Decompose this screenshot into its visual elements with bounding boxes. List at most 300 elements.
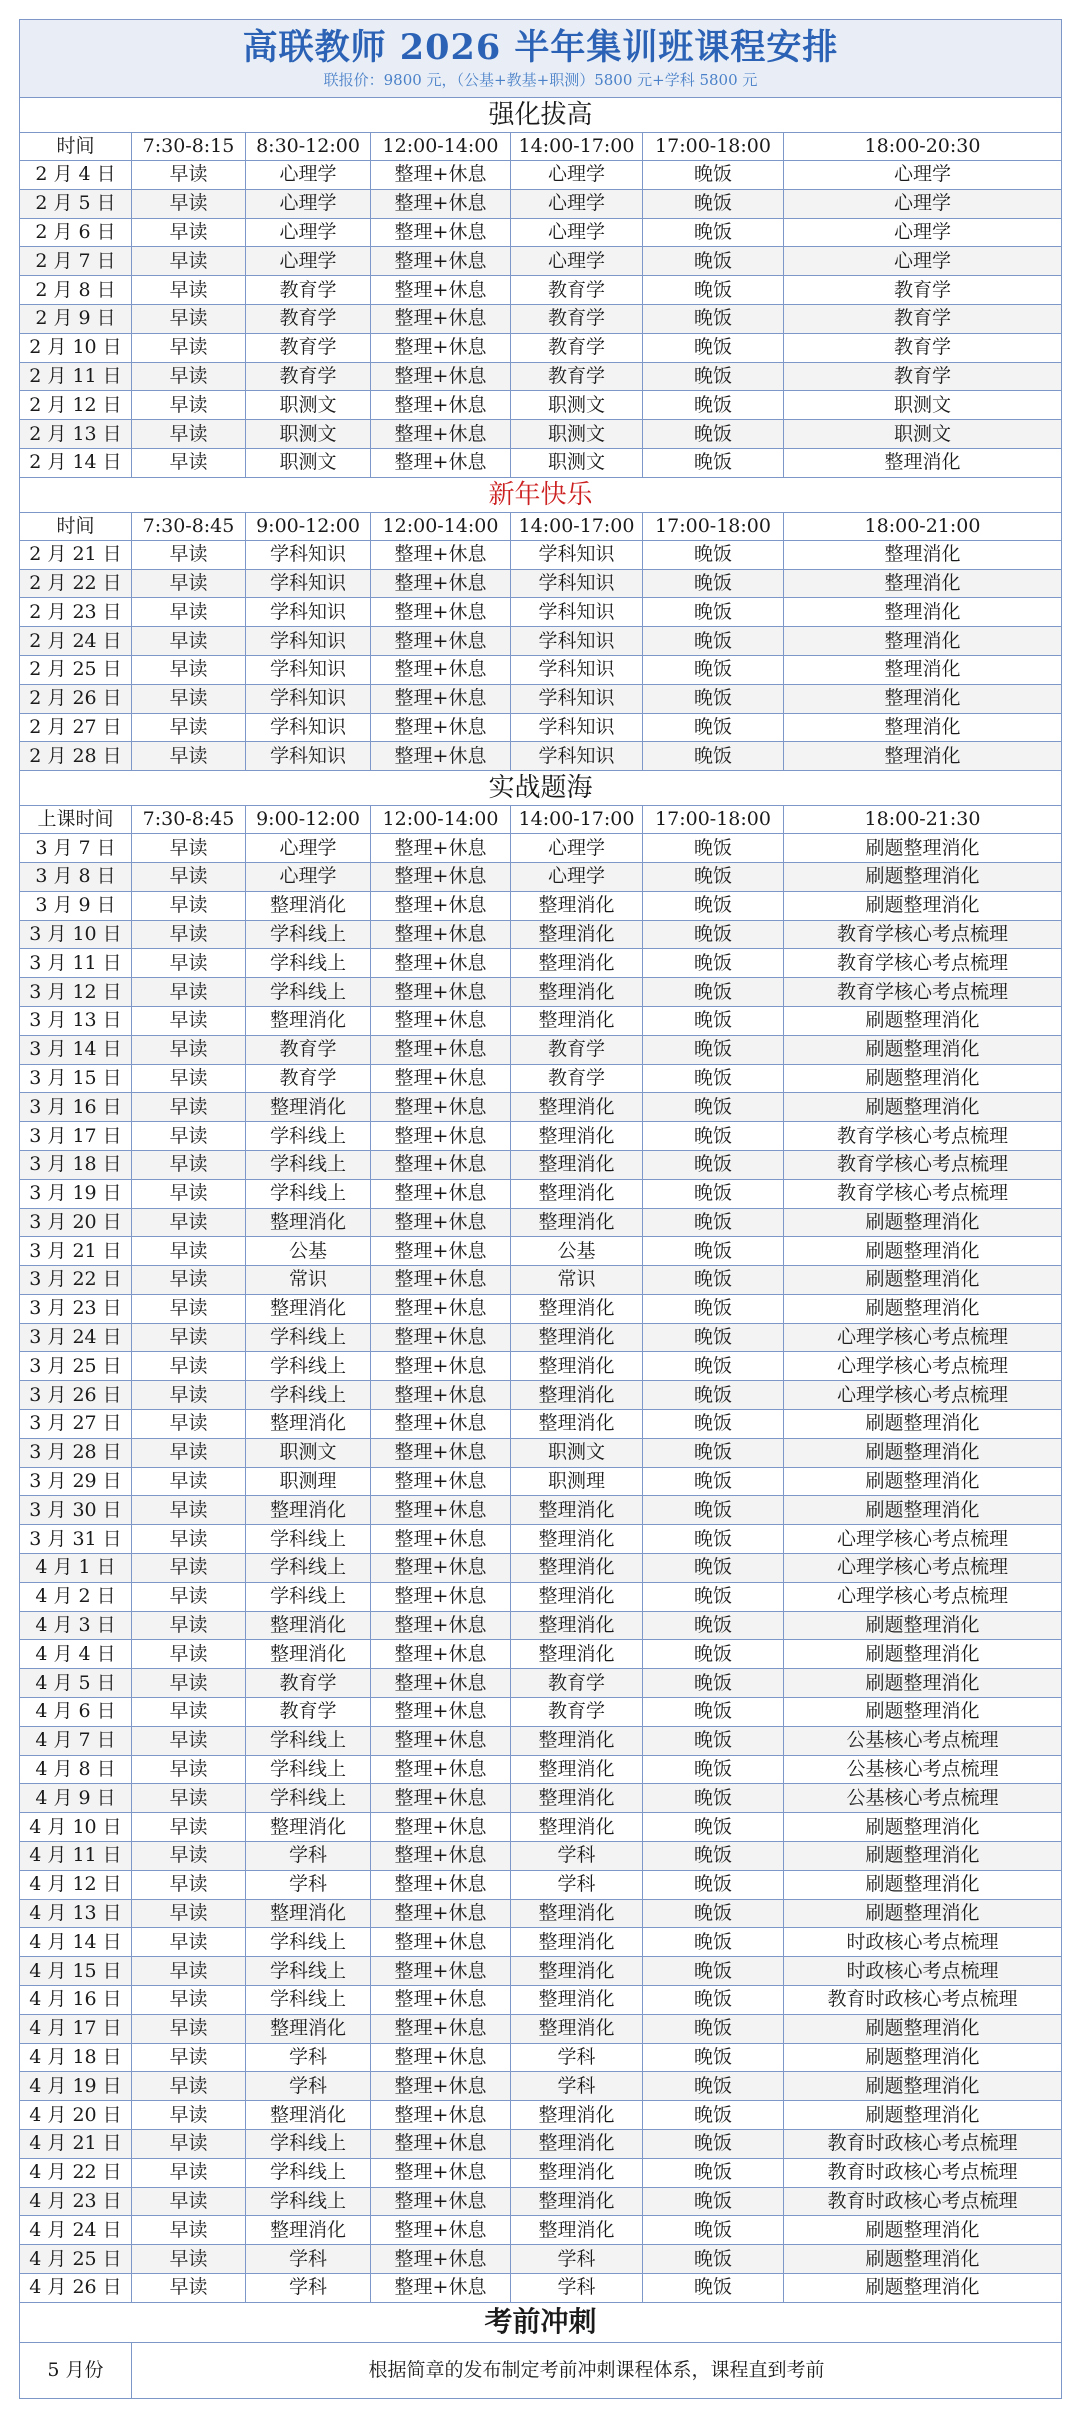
- table-row: [20, 391, 1062, 420]
- schedule-cell: 整理+休息: [371, 742, 511, 771]
- schedule-cell: 常识: [511, 1266, 643, 1295]
- schedule-cell: 职测文: [511, 391, 643, 420]
- schedule-cell: 整理+休息: [371, 1064, 511, 1093]
- schedule-cell: 晚饭: [643, 1755, 784, 1784]
- schedule-cell: 早读: [132, 1352, 246, 1381]
- schedule-cell: 整理+休息: [371, 2043, 511, 2072]
- schedule-cell: 学科: [511, 2072, 643, 2101]
- date-cell: 4 月 15 日: [20, 1957, 132, 1986]
- schedule-cell: 整理消化: [784, 627, 1062, 656]
- column-header: 18:00-21:00: [784, 512, 1062, 540]
- table-row: [20, 448, 1062, 477]
- table-row: [20, 569, 1062, 598]
- date-cell: 3 月 30 日: [20, 1496, 132, 1525]
- date-cell: 3 月 17 日: [20, 1122, 132, 1151]
- date-cell: 4 月 3 日: [20, 1611, 132, 1640]
- table-row: [20, 1813, 1062, 1842]
- schedule-cell: 晚饭: [643, 2130, 784, 2159]
- schedule-cell: 整理+休息: [371, 1842, 511, 1871]
- schedule-cell: 晚饭: [643, 2101, 784, 2130]
- schedule-cell: 早读: [132, 1266, 246, 1295]
- table-row: [20, 1438, 1062, 1467]
- schedule-cell: 晚饭: [643, 1784, 784, 1813]
- schedule-cell: 整理+休息: [371, 420, 511, 449]
- date-cell: 4 月 16 日: [20, 1986, 132, 2015]
- schedule-cell: 职测文: [511, 448, 643, 477]
- date-cell: 3 月 24 日: [20, 1323, 132, 1352]
- schedule-cell: 教育时政核心考点梳理: [784, 2158, 1062, 2187]
- schedule-cell: 整理消化: [511, 1352, 643, 1381]
- date-cell: 3 月 11 日: [20, 949, 132, 978]
- schedule-cell: 晚饭: [643, 978, 784, 1007]
- table-row: [20, 276, 1062, 305]
- schedule-cell: 学科知识: [246, 598, 371, 627]
- schedule-cell: 整理+休息: [371, 684, 511, 713]
- date-cell: 2 月 23 日: [20, 598, 132, 627]
- date-cell: 2 月 5 日: [20, 189, 132, 218]
- schedule-cell: 学科线上: [246, 1179, 371, 1208]
- schedule-cell: 整理消化: [246, 1496, 371, 1525]
- schedule-cell: 学科: [246, 2072, 371, 2101]
- schedule-cell: 学科线上: [246, 978, 371, 1007]
- schedule-cell: 整理消化: [511, 2158, 643, 2187]
- schedule-cell: 晚饭: [643, 1986, 784, 2015]
- schedule-cell: 教育学: [511, 362, 643, 391]
- date-cell: 3 月 25 日: [20, 1352, 132, 1381]
- schedule-cell: 整理消化: [784, 569, 1062, 598]
- schedule-cell: 整理+休息: [371, 920, 511, 949]
- date-cell: 4 月 8 日: [20, 1755, 132, 1784]
- schedule-cell: 学科知识: [246, 540, 371, 569]
- schedule-cell: 整理+休息: [371, 1813, 511, 1842]
- schedule-cell: 整理+休息: [371, 2187, 511, 2216]
- schedule-cell: 整理消化: [784, 540, 1062, 569]
- schedule-cell: 学科线上: [246, 2130, 371, 2159]
- schedule-cell: 学科: [511, 2043, 643, 2072]
- schedule-cell: 整理消化: [511, 1582, 643, 1611]
- schedule-cell: 早读: [132, 1006, 246, 1035]
- table-row: [20, 862, 1062, 891]
- schedule-cell: 早读: [132, 627, 246, 656]
- column-header: 14:00-17:00: [511, 806, 643, 834]
- table-row: [20, 1122, 1062, 1151]
- schedule-cell: 学科线上: [246, 1986, 371, 2015]
- schedule-cell: 晚饭: [643, 1179, 784, 1208]
- schedule-cell: 整理消化: [784, 684, 1062, 713]
- schedule-cell: 早读: [132, 920, 246, 949]
- column-header: 12:00-14:00: [371, 512, 511, 540]
- schedule-cell: 早读: [132, 1064, 246, 1093]
- schedule-cell: 整理消化: [511, 1410, 643, 1439]
- schedule-cell: 心理学核心考点梳理: [784, 1381, 1062, 1410]
- schedule-cell: 整理消化: [246, 1640, 371, 1669]
- schedule-cell: 早读: [132, 1928, 246, 1957]
- date-cell: 3 月 10 日: [20, 920, 132, 949]
- schedule-cell: 整理+休息: [371, 1957, 511, 1986]
- schedule-cell: 整理消化: [511, 1726, 643, 1755]
- schedule-cell: 整理+休息: [371, 1870, 511, 1899]
- schedule-cell: 刷题整理消化: [784, 1006, 1062, 1035]
- schedule-cell: 心理学: [246, 189, 371, 218]
- table-row: [20, 1093, 1062, 1122]
- schedule-cell: 整理消化: [511, 1179, 643, 1208]
- schedule-cell: 学科线上: [246, 1122, 371, 1151]
- date-cell: 2 月 11 日: [20, 362, 132, 391]
- schedule-cell: 时政核心考点梳理: [784, 1957, 1062, 1986]
- date-cell: 3 月 7 日: [20, 834, 132, 863]
- schedule-cell: 整理+休息: [371, 1093, 511, 1122]
- schedule-cell: 整理+休息: [371, 1669, 511, 1698]
- schedule-cell: 整理+休息: [371, 247, 511, 276]
- schedule-cell: 晚饭: [643, 1237, 784, 1266]
- schedule-cell: 整理+休息: [371, 834, 511, 863]
- schedule-cell: 晚饭: [643, 1064, 784, 1093]
- schedule-cell: 学科线上: [246, 1755, 371, 1784]
- schedule-cell: 刷题整理消化: [784, 1294, 1062, 1323]
- column-header: 时间: [20, 133, 132, 161]
- schedule-cell: 整理+休息: [371, 1784, 511, 1813]
- schedule-cell: 晚饭: [643, 742, 784, 771]
- schedule-cell: 学科线上: [246, 1352, 371, 1381]
- schedule-cell: 刷题整理消化: [784, 2014, 1062, 2043]
- schedule-cell: 早读: [132, 2187, 246, 2216]
- schedule-cell: 整理消化: [511, 1755, 643, 1784]
- price-subtitle: 联报价：9800 元，（公基+教基+职测）5800 元+学科 5800 元: [323, 70, 758, 89]
- schedule-cell: 早读: [132, 540, 246, 569]
- schedule-cell: 早读: [132, 1525, 246, 1554]
- schedule-cell: 早读: [132, 862, 246, 891]
- schedule-cell: 心理学: [246, 218, 371, 247]
- date-cell: 3 月 23 日: [20, 1294, 132, 1323]
- schedule-cell: 整理消化: [511, 2101, 643, 2130]
- schedule-cell: 早读: [132, 1208, 246, 1237]
- schedule-cell: 早读: [132, 1640, 246, 1669]
- table-row: [20, 2072, 1062, 2101]
- schedule-cell: 学科线上: [246, 1150, 371, 1179]
- schedule-cell: 学科线上: [246, 2187, 371, 2216]
- date-cell: 4 月 13 日: [20, 1899, 132, 1928]
- schedule-cell: 晚饭: [643, 1352, 784, 1381]
- table-row: [20, 2216, 1062, 2245]
- date-cell: 4 月 11 日: [20, 1842, 132, 1871]
- schedule-cell: 早读: [132, 247, 246, 276]
- table-row: [20, 1726, 1062, 1755]
- schedule-cell: 早读: [132, 742, 246, 771]
- schedule-cell: 整理消化: [511, 1208, 643, 1237]
- date-cell: 4 月 19 日: [20, 2072, 132, 2101]
- schedule-cell: 晚饭: [643, 1122, 784, 1151]
- date-cell: 3 月 20 日: [20, 1208, 132, 1237]
- schedule-cell: 刷题整理消化: [784, 1640, 1062, 1669]
- schedule-cell: 学科知识: [246, 627, 371, 656]
- schedule-cell: 整理消化: [511, 1496, 643, 1525]
- schedule-cell: 晚饭: [643, 1957, 784, 1986]
- schedule-cell: 晚饭: [643, 713, 784, 742]
- schedule-cell: 早读: [132, 949, 246, 978]
- schedule-cell: 整理+休息: [371, 1122, 511, 1151]
- table-row: [20, 1237, 1062, 1266]
- schedule-cell: 晚饭: [643, 949, 784, 978]
- date-cell: 2 月 21 日: [20, 540, 132, 569]
- section-title-row: [20, 477, 1062, 512]
- schedule-cell: 刷题整理消化: [784, 1496, 1062, 1525]
- schedule-cell: 刷题整理消化: [784, 2043, 1062, 2072]
- column-header: 18:00-20:30: [784, 133, 1062, 161]
- section-title: 新年快乐: [20, 477, 1062, 512]
- schedule-cell: 早读: [132, 218, 246, 247]
- date-cell: 3 月 27 日: [20, 1410, 132, 1439]
- column-header-row: [20, 133, 1062, 161]
- table-row: [20, 2043, 1062, 2072]
- schedule-cell: 整理消化: [246, 1899, 371, 1928]
- schedule-cell: 整理+休息: [371, 1726, 511, 1755]
- schedule-cell: 刷题整理消化: [784, 2101, 1062, 2130]
- schedule-cell: 晚饭: [643, 1006, 784, 1035]
- schedule-cell: 整理消化: [511, 1899, 643, 1928]
- schedule-cell: 整理消化: [511, 920, 643, 949]
- schedule-cell: 晚饭: [643, 304, 784, 333]
- schedule-cell: 整理+休息: [371, 598, 511, 627]
- schedule-cell: 刷题整理消化: [784, 1669, 1062, 1698]
- date-cell: 3 月 8 日: [20, 862, 132, 891]
- schedule-cell: 晚饭: [643, 1554, 784, 1583]
- schedule-cell: 教育学: [246, 1035, 371, 1064]
- schedule-cell: 心理学核心考点梳理: [784, 1525, 1062, 1554]
- section-title-row: [20, 98, 1062, 133]
- page-title: 高联教师 2026 半年集训班课程安排: [242, 26, 839, 68]
- schedule-cell: 整理+休息: [371, 2014, 511, 2043]
- schedule-cell: 早读: [132, 891, 246, 920]
- date-cell: 2 月 13 日: [20, 420, 132, 449]
- table-row: [20, 598, 1062, 627]
- column-header: 17:00-18:00: [643, 806, 784, 834]
- date-cell: 2 月 7 日: [20, 247, 132, 276]
- schedule-cell: 教育学: [511, 1035, 643, 1064]
- schedule-cell: 整理消化: [246, 1093, 371, 1122]
- schedule-cell: 早读: [132, 2245, 246, 2274]
- schedule-cell: 心理学: [511, 834, 643, 863]
- schedule-cell: 刷题整理消化: [784, 891, 1062, 920]
- schedule-cell: 早读: [132, 391, 246, 420]
- schedule-cell: 晚饭: [643, 2072, 784, 2101]
- schedule-cell: 整理消化: [511, 1986, 643, 2015]
- schedule-cell: 教育学: [246, 1698, 371, 1727]
- schedule-cell: 整理消化: [511, 1323, 643, 1352]
- schedule-cell: 刷题整理消化: [784, 1813, 1062, 1842]
- schedule-cell: 整理+休息: [371, 1467, 511, 1496]
- schedule-cell: 教育学: [246, 1669, 371, 1698]
- schedule-cell: 整理消化: [511, 2187, 643, 2216]
- schedule-cell: 早读: [132, 598, 246, 627]
- date-cell: 4 月 25 日: [20, 2245, 132, 2274]
- schedule-cell: 教育学核心考点梳理: [784, 1179, 1062, 1208]
- schedule-cell: 整理+休息: [371, 1035, 511, 1064]
- schedule-cell: 早读: [132, 1582, 246, 1611]
- schedule-cell: 教育学核心考点梳理: [784, 920, 1062, 949]
- schedule-cell: 整理消化: [784, 598, 1062, 627]
- date-cell: 2 月 4 日: [20, 161, 132, 190]
- schedule-cell: 整理+休息: [371, 2273, 511, 2302]
- schedule-cell: 整理消化: [246, 2101, 371, 2130]
- schedule-cell: 学科线上: [246, 1928, 371, 1957]
- date-cell: 4 月 17 日: [20, 2014, 132, 2043]
- schedule-cell: 公基: [246, 1237, 371, 1266]
- table-row: [20, 1582, 1062, 1611]
- schedule-cell: 整理+休息: [371, 189, 511, 218]
- schedule-cell: 早读: [132, 569, 246, 598]
- schedule-cell: 晚饭: [643, 2014, 784, 2043]
- schedule-cell: 教育时政核心考点梳理: [784, 2187, 1062, 2216]
- schedule-cell: 刷题整理消化: [784, 2216, 1062, 2245]
- schedule-cell: 整理+休息: [371, 448, 511, 477]
- column-header: 12:00-14:00: [371, 806, 511, 834]
- schedule-cell: 整理+休息: [371, 333, 511, 362]
- date-cell: 2 月 6 日: [20, 218, 132, 247]
- date-cell: 2 月 28 日: [20, 742, 132, 771]
- table-row: [20, 420, 1062, 449]
- column-header-row: [20, 806, 1062, 834]
- table-row: [20, 540, 1062, 569]
- schedule-cell: 学科线上: [246, 949, 371, 978]
- table-row: [20, 1467, 1062, 1496]
- schedule-cell: 晚饭: [643, 276, 784, 305]
- final-section-title-row: [20, 2302, 1062, 2342]
- schedule-cell: 整理+休息: [371, 1438, 511, 1467]
- schedule-cell: 早读: [132, 1813, 246, 1842]
- date-cell: 3 月 13 日: [20, 1006, 132, 1035]
- table-row: [20, 2101, 1062, 2130]
- date-cell: 3 月 9 日: [20, 891, 132, 920]
- schedule-cell: 心理学: [784, 161, 1062, 190]
- table-row: [20, 627, 1062, 656]
- schedule-cell: 学科: [511, 2245, 643, 2274]
- schedule-cell: 晚饭: [643, 684, 784, 713]
- schedule-cell: 整理消化: [511, 1093, 643, 1122]
- schedule-cell: 整理+休息: [371, 1323, 511, 1352]
- schedule-cell: 职测文: [784, 391, 1062, 420]
- schedule-cell: 时政核心考点梳理: [784, 1928, 1062, 1957]
- schedule-cell: 早读: [132, 161, 246, 190]
- schedule-cell: 早读: [132, 1669, 246, 1698]
- schedule-cell: 早读: [132, 333, 246, 362]
- schedule-cell: 教育学: [246, 276, 371, 305]
- table-row: [20, 1496, 1062, 1525]
- column-header: 17:00-18:00: [643, 512, 784, 540]
- schedule-cell: 教育学: [511, 1064, 643, 1093]
- schedule-cell: 早读: [132, 420, 246, 449]
- schedule-cell: 学科: [246, 2245, 371, 2274]
- schedule-cell: 职测文: [246, 448, 371, 477]
- schedule-cell: 教育学: [784, 304, 1062, 333]
- schedule-sheet: [19, 19, 1061, 2407]
- schedule-cell: 整理+休息: [371, 891, 511, 920]
- schedule-cell: 早读: [132, 1467, 246, 1496]
- schedule-cell: 早读: [132, 1726, 246, 1755]
- schedule-cell: 早读: [132, 684, 246, 713]
- schedule-cell: 晚饭: [643, 1582, 784, 1611]
- schedule-cell: 整理+休息: [371, 2158, 511, 2187]
- date-cell: 4 月 10 日: [20, 1813, 132, 1842]
- table-row: [20, 742, 1062, 771]
- schedule-cell: 晚饭: [643, 1870, 784, 1899]
- final-text: 根据简章的发布制定考前冲刺课程体系，课程直到考前: [132, 2342, 1062, 2398]
- table-row: [20, 1928, 1062, 1957]
- schedule-cell: 晚饭: [643, 598, 784, 627]
- date-cell: 3 月 22 日: [20, 1266, 132, 1295]
- schedule-cell: 心理学: [784, 218, 1062, 247]
- schedule-cell: 学科知识: [511, 598, 643, 627]
- schedule-cell: 整理+休息: [371, 655, 511, 684]
- schedule-cell: 整理消化: [511, 2130, 643, 2159]
- table-row: [20, 1842, 1062, 1871]
- schedule-cell: 早读: [132, 1122, 246, 1151]
- table-row: [20, 247, 1062, 276]
- schedule-cell: 整理+休息: [371, 1554, 511, 1583]
- schedule-cell: 整理+休息: [371, 2072, 511, 2101]
- schedule-cell: 整理消化: [511, 2216, 643, 2245]
- date-cell: 3 月 12 日: [20, 978, 132, 1007]
- schedule-cell: 刷题整理消化: [784, 1438, 1062, 1467]
- schedule-cell: 晚饭: [643, 2187, 784, 2216]
- schedule-cell: 整理+休息: [371, 978, 511, 1007]
- schedule-cell: 早读: [132, 1410, 246, 1439]
- date-cell: 4 月 14 日: [20, 1928, 132, 1957]
- schedule-cell: 整理消化: [784, 655, 1062, 684]
- schedule-cell: 晚饭: [643, 1813, 784, 1842]
- date-cell: 3 月 26 日: [20, 1381, 132, 1410]
- schedule-cell: 早读: [132, 2216, 246, 2245]
- table-row: [20, 218, 1062, 247]
- schedule-cell: 学科线上: [246, 1554, 371, 1583]
- date-cell: 4 月 1 日: [20, 1554, 132, 1583]
- schedule-cell: 整理+休息: [371, 1237, 511, 1266]
- schedule-cell: 早读: [132, 1842, 246, 1871]
- schedule-cell: 整理消化: [246, 1813, 371, 1842]
- section-title-row: [20, 771, 1062, 806]
- schedule-cell: 整理+休息: [371, 627, 511, 656]
- table-row: [20, 1611, 1062, 1640]
- schedule-cell: 刷题整理消化: [784, 1208, 1062, 1237]
- table-row: [20, 2187, 1062, 2216]
- schedule-cell: 心理学: [511, 862, 643, 891]
- table-row: [20, 1698, 1062, 1727]
- schedule-cell: 早读: [132, 2101, 246, 2130]
- schedule-cell: 早读: [132, 1755, 246, 1784]
- table-row: [20, 1064, 1062, 1093]
- column-header: 18:00-21:30: [784, 806, 1062, 834]
- schedule-cell: 早读: [132, 1035, 246, 1064]
- schedule-cell: 学科知识: [246, 742, 371, 771]
- schedule-cell: 学科线上: [246, 1957, 371, 1986]
- date-cell: 3 月 16 日: [20, 1093, 132, 1122]
- schedule-cell: 公基: [511, 1237, 643, 1266]
- schedule-cell: 教育学核心考点梳理: [784, 1150, 1062, 1179]
- schedule-cell: 心理学: [511, 247, 643, 276]
- schedule-cell: 整理+休息: [371, 2101, 511, 2130]
- schedule-cell: 整理+休息: [371, 391, 511, 420]
- schedule-cell: 刷题整理消化: [784, 1093, 1062, 1122]
- schedule-cell: 整理+休息: [371, 1208, 511, 1237]
- date-cell: 4 月 22 日: [20, 2158, 132, 2187]
- schedule-cell: 教育学: [511, 304, 643, 333]
- date-cell: 2 月 10 日: [20, 333, 132, 362]
- schedule-cell: 晚饭: [643, 1438, 784, 1467]
- date-cell: 2 月 9 日: [20, 304, 132, 333]
- schedule-cell: 学科线上: [246, 920, 371, 949]
- schedule-cell: 晚饭: [643, 834, 784, 863]
- schedule-cell: 心理学: [246, 161, 371, 190]
- schedule-cell: 学科知识: [246, 684, 371, 713]
